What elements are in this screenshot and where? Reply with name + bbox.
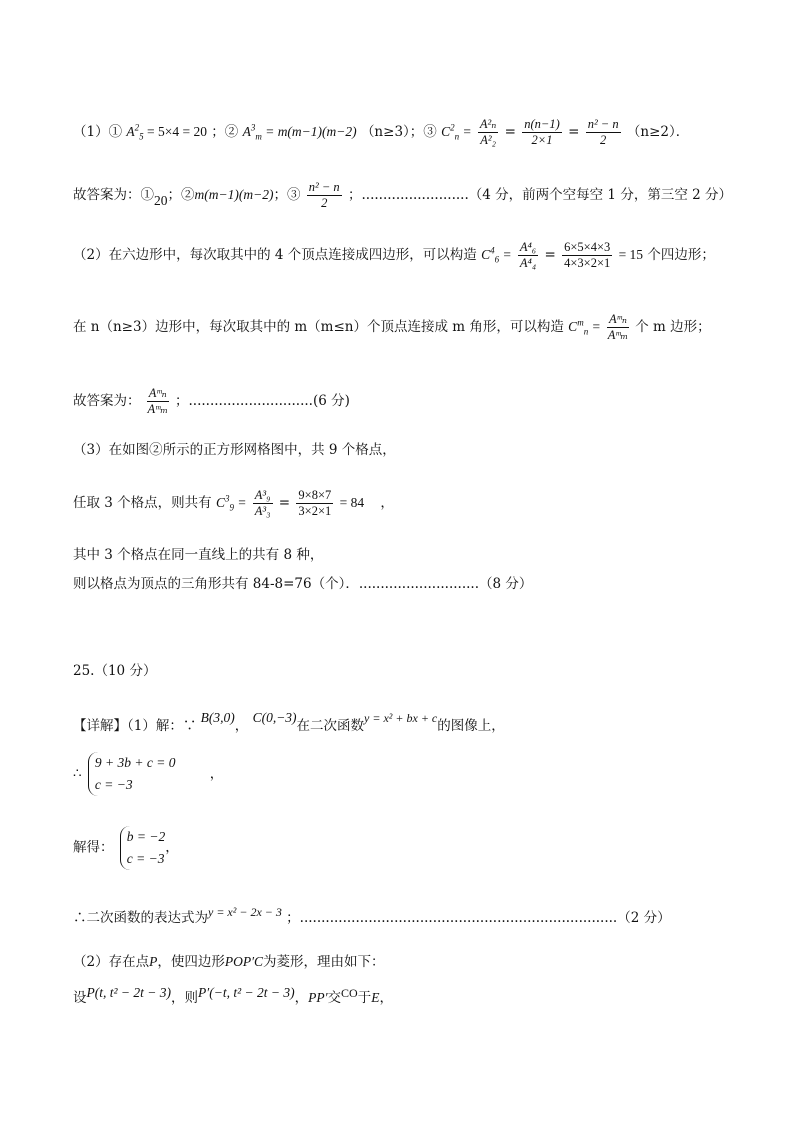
label: 解得： <box>73 839 114 856</box>
value: = 15 <box>618 247 644 262</box>
formula-a52: $A^2_5 = 5\times 4 = 20$ <box>126 122 207 142</box>
sep: ， <box>380 495 394 511</box>
formula-c93: $C^3_9$ = <box>215 493 247 513</box>
value: m(m−1)(m−2) <box>194 187 274 202</box>
text: ，使四边形 <box>157 954 225 970</box>
sep: ；② <box>167 187 195 203</box>
point-e: E <box>371 990 380 1005</box>
text: 其中 3 个格点在同一直线上的共有 8 种， <box>73 547 324 563</box>
fraction: $\frac{n(n-1)}{2\times 1}$ <box>524 117 560 147</box>
fraction: $\frac{\text{n² − n}}{2}$ <box>587 117 619 147</box>
text: 则以格点为顶点的三角形共有 84-8=76（个）．............................（8 分） <box>73 576 533 592</box>
fraction: $\frac{6\times 5\times 4\times 3}{4\times 3\times 2\times 1}$ <box>564 240 611 270</box>
fraction: $\frac{\text{A⁴₆}}{\text{A⁴₄}}$ <box>519 240 537 270</box>
formula-cn2: $C^2_n$ = <box>441 122 472 142</box>
point-p: P(t, t² − 2t − 3) <box>86 985 172 1000</box>
condition: （n≥3）；③ <box>360 124 437 140</box>
sep: ， <box>165 839 179 856</box>
formula-am3: $A^3_m = m(m-1)(m-2)$ <box>242 122 357 142</box>
label: 故答案为：① <box>73 187 154 203</box>
answer-line-8 <box>73 710 505 736</box>
point-p-prime: P′(−t, t² − 2t − 3) <box>198 985 295 1000</box>
formula-c64: $C^4_6$ = <box>481 245 512 265</box>
text: 在 n（n≥3）边形中，每次取其中的 m（m≤n）个顶点连接成 m 角形，可以构造 <box>73 319 564 335</box>
sep: ， <box>294 990 309 1006</box>
therefore: ∴ <box>73 765 82 782</box>
answer-line-1: （1）① $A^2_5 = 5\times 4 = 20$ ；② $A^3_m = m(m-1)(m-2)$ （n≥3）；③ $C^2_n$ = $\frac{\text{A²ₙ}}{\text{A²₂}}$ = $\frac{n(n-1)}{2\times 1}$ = $\frac{\text{n² − n}}{2}$ （n≥2）． <box>73 117 690 147</box>
point-p: P <box>149 954 158 969</box>
segment: PP′ <box>308 990 328 1005</box>
answer-summary-2 <box>73 386 350 417</box>
answer-line-7 <box>73 574 532 594</box>
answer-line-5: 任取 3 个格点，则共有 $C^3_9$ = $\frac{\text{A³₉}}{\text{A³₃}}$ = $\frac{9\times 8\times 7}{3\times 2\times 1}$ = 84 ， <box>73 488 394 518</box>
text: 任取 3 个格点，则共有 <box>73 495 212 511</box>
value: 20 <box>154 193 168 208</box>
text: （3）在如图②所示的正方形网格图中，共 9 个格点， <box>73 442 396 458</box>
fraction: $\frac{\text{Aᵐₙ}}{\text{Aᵐₘ}}$ <box>147 386 169 416</box>
text: 交 <box>327 990 342 1006</box>
text: ∴二次函数的表达式为 <box>73 910 208 926</box>
equation-system-2 <box>73 826 179 870</box>
score-note: ；.............................(6 分) <box>175 393 350 409</box>
fraction: $\frac{\text{n² − n}}{2}$ <box>308 180 340 210</box>
score-note: ；..........................................................................（2 分） <box>286 910 671 926</box>
point-c: C(0,−3) <box>252 710 297 725</box>
answer-line-6 <box>73 545 323 565</box>
text: ，则 <box>171 990 199 1006</box>
text: 设 <box>73 990 87 1006</box>
text: 【详解】（1）解：∵ <box>73 718 197 734</box>
fraction: $\frac{9\times 8\times 7}{3\times 2\times 1}$ <box>298 488 332 518</box>
text: 于 <box>357 990 372 1006</box>
sep: ， <box>209 765 224 782</box>
answer-line-10 <box>73 952 385 972</box>
quad-name: POP′C <box>224 954 264 969</box>
sep: ；② <box>211 124 239 140</box>
system: b = −2 c = −3 <box>120 826 165 870</box>
fraction: $\frac{\text{A²ₙ}}{\text{A²₂}}$ <box>479 117 497 147</box>
condition: （n≥2）． <box>626 124 690 140</box>
answer-line-11 <box>73 985 393 1008</box>
sep: ；③ <box>273 187 301 203</box>
value: = 84 <box>339 495 365 510</box>
formula-cnm: $C^m_n$ = <box>568 317 601 337</box>
score-note: ；.........................（4 分，前两个空每空 1 分，第三空 2 分） <box>347 187 732 203</box>
sep: ， <box>234 718 249 734</box>
sep: ， <box>379 990 393 1006</box>
label: （1）① <box>73 124 123 140</box>
text: 为菱形，理由如下： <box>263 954 385 970</box>
text: 在二次函数 <box>296 718 365 734</box>
function-expr: y = x² − 2x − 3 <box>208 905 282 919</box>
equation-system-1 <box>73 752 223 796</box>
text: 个四边形； <box>647 247 715 263</box>
heading: 25.（10 分） <box>73 663 157 679</box>
answer-line-2: （2）在六边形中，每次取其中的 4 个顶点连接成四边形，可以构造 $C^4_6$ = $\frac{\text{A⁴₆}}{\text{A⁴₄}}$ = $\frac{6\times 5\times 4\times 3}{4\times 3\times 2\times 1}$ = 15 个四边形； <box>73 240 715 270</box>
fraction: $\frac{\text{A³₉}}{\text{A³₃}}$ <box>254 488 271 518</box>
text: （2）存在点 <box>73 954 150 970</box>
answer-line-3 <box>73 312 711 343</box>
point-b: B(3,0) <box>200 710 235 725</box>
answer-summary-1 <box>73 180 732 211</box>
text: 的图像上， <box>437 718 505 734</box>
label: 故答案为： <box>73 393 141 409</box>
answer-line-4 <box>73 440 396 460</box>
answer-line-9 <box>73 905 671 928</box>
text: （2）在六边形中，每次取其中的 4 个顶点连接成四边形，可以构造 <box>73 247 477 263</box>
fraction: $\frac{\text{Aᵐₙ}}{\text{Aᵐₘ}}$ <box>607 312 629 342</box>
text: 个 m 边形； <box>635 319 711 335</box>
system: 9 + 3b + c = 0 c = −3 <box>88 752 176 796</box>
function-expr: y = x² + bx + c <box>364 711 438 725</box>
segment-co: CO <box>341 986 358 1000</box>
question-number <box>73 661 156 681</box>
